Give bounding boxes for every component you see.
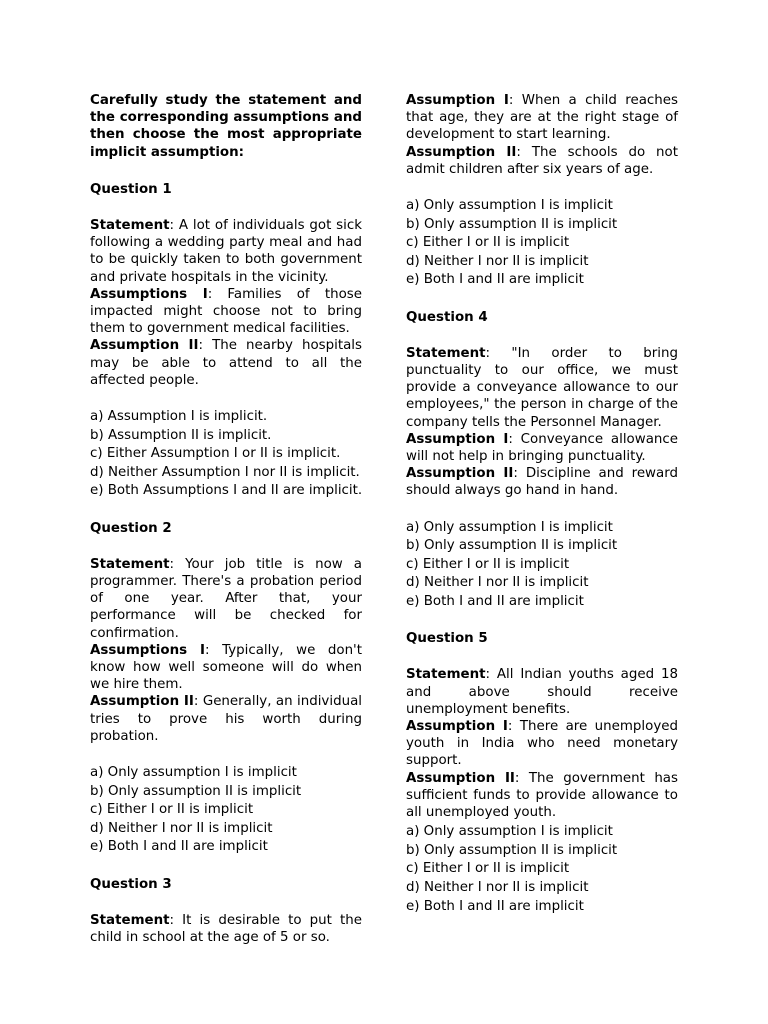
option-item: a) Only assumption I is implicit — [406, 519, 613, 535]
assumption-1-label: Assumption I — [406, 431, 509, 447]
option-item: a) Only assumption I is implicit — [406, 198, 613, 214]
question-5-statement — [406, 666, 678, 718]
option-item: b) Only assumption II is implicit — [406, 842, 618, 858]
question-4-assumption-1 — [406, 431, 678, 465]
assumption-1-label: Assumptions I — [90, 642, 206, 658]
question-2-statement — [90, 556, 362, 642]
option-item: a) Only assumption I is implicit — [406, 824, 613, 840]
option-item: b) Only assumption II is implicit — [406, 216, 618, 232]
assumption-2-label: Assumption II — [406, 144, 517, 160]
assumption-2-label: Assumption II — [406, 466, 514, 482]
question-3-heading: Question 3 — [90, 876, 172, 892]
question-3-assumption-2 — [406, 144, 678, 178]
assumption-1-text: : Conveyance allowance will not help in bringing punctuality. — [406, 431, 678, 465]
assumption-2-text: : The nearby hospitals may be able to attend to all the affected people. — [90, 338, 362, 388]
statement-label: Statement — [406, 667, 486, 683]
question-1-assumption-1 — [90, 286, 362, 338]
question-2-assumption-2 — [90, 693, 362, 745]
question-1-assumption-2 — [90, 337, 362, 389]
assumption-2-label: Assumption II — [90, 338, 199, 354]
assumption-1-text: : Families of those impacted might choose not to bring them to government medical facilities. — [90, 286, 363, 337]
statement-text: : A lot of individuals got sick following a wedding party meal and had to be quickly taken to both government and private hospitals in the vicinity. — [90, 218, 362, 285]
question-1-statement — [90, 217, 362, 286]
option-item: d) Neither Assumption I nor II is implicit. — [90, 464, 360, 480]
statement-label: Statement — [90, 218, 170, 234]
option-item: d) Neither I nor II is implicit — [406, 575, 589, 591]
option-item: b) Only assumption II is implicit — [406, 538, 618, 554]
question-5-options — [406, 823, 678, 915]
assumption-1-label: Assumption I — [406, 93, 509, 108]
question-5-assumption-1 — [406, 718, 678, 770]
question-1-heading: Question 1 — [90, 181, 172, 197]
option-item: e) Both I and II are implicit — [406, 272, 584, 288]
assumption-1-text: : When a child reaches that age, they are at the right stage of development to start learning. — [406, 93, 678, 143]
option-item: e) Both I and II are implicit — [90, 839, 268, 855]
statement-text: : Your job title is now a programmer. There's a probation period of one year. After that, your performance will be checked for confirmation. — [90, 556, 362, 641]
option-item: c) Either I or II is implicit — [90, 802, 254, 818]
assumption-2-text: : The schools do not admit children after six years of age. — [406, 144, 678, 177]
question-4-assumption-2 — [406, 465, 678, 499]
assumption-1-label: Assumptions I — [90, 286, 208, 302]
question-3-options — [406, 197, 678, 289]
question-2-heading: Question 2 — [90, 520, 172, 536]
right-column — [406, 92, 678, 916]
option-item: b) Assumption II is implicit. — [90, 427, 272, 443]
assumption-2-text: : Generally, an individual tries to prove his worth during probation. — [90, 694, 362, 744]
question-4-heading: Question 4 — [406, 309, 488, 325]
option-item: d) Neither I nor II is implicit — [406, 253, 589, 269]
assumption-2-label: Assumption II — [406, 770, 515, 786]
question-3-statement — [90, 912, 362, 946]
assumption-1-text: : There are unemployed youth in India who need monetary support. — [406, 719, 678, 769]
option-item: d) Neither I nor II is implicit — [90, 820, 273, 836]
option-item: c) Either Assumption I or II is implicit. — [90, 446, 341, 462]
statement-text: : All Indian youths aged 18 and above should receive unemployment benefits. — [406, 667, 678, 717]
option-item: c) Either I or II is implicit — [406, 235, 570, 251]
left-column — [90, 92, 362, 946]
option-item: b) Only assumption II is implicit — [90, 783, 302, 799]
statement-text: : "In order to bring punctuality to our office, we must provide a conveyance allowance to our employees," the person in charge of the company tells the Personnel Manager. — [406, 345, 678, 430]
option-item: e) Both Assumptions I and II are implicit. — [90, 483, 363, 499]
question-4-options — [406, 519, 678, 611]
statement-label: Statement — [406, 345, 486, 361]
option-item: d) Neither I nor II is implicit — [406, 880, 589, 896]
option-item: a) Only assumption I is implicit — [90, 765, 297, 781]
assumption-2-label: Assumption II — [90, 694, 194, 710]
option-item: c) Either I or II is implicit — [406, 861, 570, 877]
instructions: Carefully study the statement and the corresponding assumptions and then choose the most appropriate implicit assumption: — [90, 93, 362, 160]
option-item: e) Both I and II are implicit — [406, 594, 584, 609]
question-2-assumption-1 — [90, 642, 362, 694]
statement-label: Statement — [90, 556, 170, 572]
statement-label: Statement — [90, 912, 170, 928]
question-1-options — [90, 408, 362, 500]
statement-text: : It is desirable to put the child in school at the age of 5 or so. — [90, 912, 362, 946]
assumption-1-label: Assumption I — [406, 719, 508, 735]
option-item: a) Assumption I is implicit. — [90, 409, 268, 425]
assumption-2-text: : The government has sufficient funds to provide allowance to all unemployed youth. — [406, 770, 678, 821]
option-item: c) Either I or II is implicit — [406, 556, 570, 572]
question-5-assumption-2 — [406, 770, 678, 822]
question-3-assumption-1 — [406, 92, 678, 144]
question-4-statement — [406, 345, 678, 431]
option-item: e) Both I and II are implicit — [406, 898, 584, 914]
assumption-1-text: : Typically, we don't know how well someone will do when we hire them. — [90, 642, 362, 693]
question-5-heading: Question 5 — [406, 631, 488, 647]
assumption-2-text: : Discipline and reward should always go hand in hand. — [406, 466, 678, 499]
question-2-options — [90, 764, 362, 856]
